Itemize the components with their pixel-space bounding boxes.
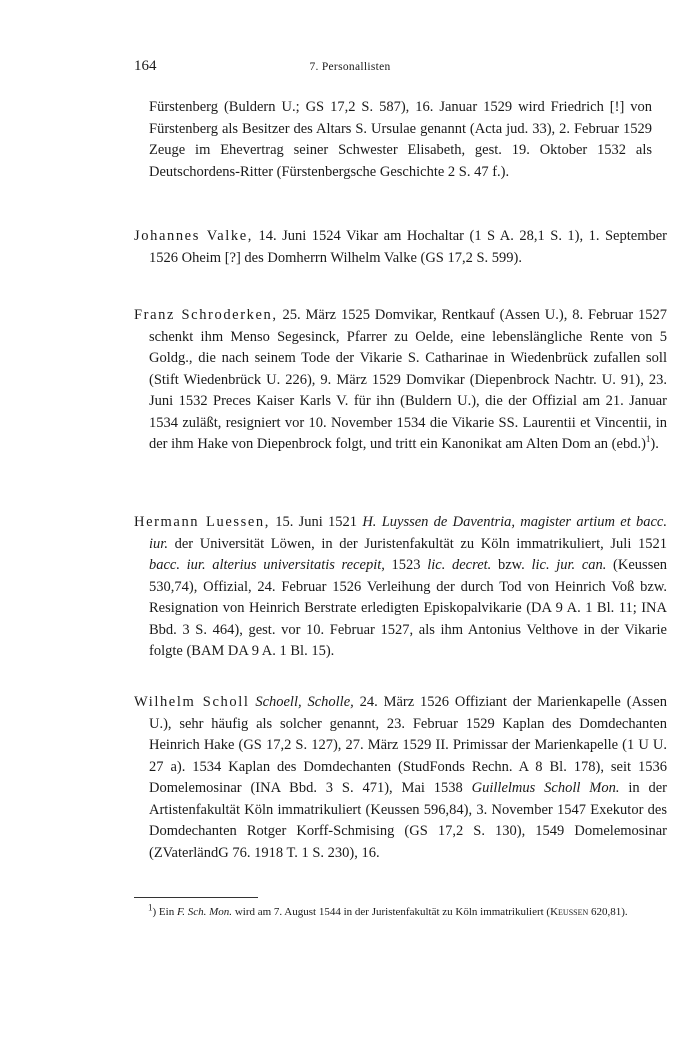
page-number: 164 [134, 58, 157, 74]
running-head: 7. Personallisten [309, 61, 391, 73]
footnote-reference: 1 [645, 434, 651, 445]
footnote-divider [134, 897, 258, 898]
footnote-mark: 1 [148, 902, 153, 913]
entry-name: Wilhelm Scholl [134, 694, 250, 710]
entry-name: Johannes Valke, [134, 228, 254, 244]
entry-name: Hermann Luessen, [134, 514, 270, 530]
page-header [0, 58, 700, 80]
entry-name: Franz Schroderken, [134, 307, 278, 323]
entry-johannes-valke: Johannes Valke, 14. Juni 1524 Vikar am Hochaltar (1 S A. 28,1 S. 1), 1. September 1526 Oheim [?] des Domherrn Wilhelm Valke (GS 17,2 S. 599). [134, 228, 667, 266]
entry-wilhelm-scholl: Wilhelm Scholl Schoell, Scholle, 24. März 1526 Offiziant der Marienkapelle (Assen U.), sehr häufig als solcher genannt, 23. Februar 1529 Kaplan des Domdechanten Heinrich Hake (GS 17,2 S. 127), 27. März 1529 II. Primissar der Marienkapelle (1 U U. 27 a). 1534 Kaplan des Domdechanten (StudFonds Rechn. A 8 Bl. 178), seit 1536 Domelemosinar (INA Bbd. 3 S. 471), Mai 1538 Guillelmus Scholl Mon. in der Artistenfakultät Köln immatrikuliert (Keussen 596,84), 3. November 1547 Exekutor des Domdechanten Rotger Korff-Schmising (GS 17,2 S. 130), 1549 Domelemosinar (ZVaterländG 76. 1918 T. 1 S. 230), 16. [134, 694, 667, 861]
entry-continuation: Fürstenberg (Buldern U.; GS 17,2 S. 587), 16. Januar 1529 wird Friedrich [!] von Fürstenberg als Besitzer des Altars S. Ursulae genannt (Acta jud. 33), 2. Februar 1529 Zeuge im Ehevertrag seiner Schwester Elisabeth, gest. 19. Oktober 1532 als Deutschordens-Ritter (Fürstenbergsche Geschichte 2 S. 47 f.). [149, 99, 652, 180]
footnote: $^1$) Ein F. Sch. Mon. wird am 7. August 1544 in der Juristenfakultät zu Köln immatrikuliert (Keussen 620,81). [148, 902, 628, 918]
entry-franz-schroderken: Franz Schroderken, 25. März 1525 Domvikar, Rentkauf (Assen U.), 8. Februar 1527 schenkt ihm Menso Segesinck, Pfarrer zu Oelde, eine lebenslängliche Rente von 5 Goldg., die nach seinem Tode der Vikarie S. Catharinae in Wiedenbrück zufallen soll (Stift Wiedenbrück U. 226), 9. März 1529 Domvikar (Diepenbrock Nachtr. U. 91), 23. Juni 1532 Preces Kaiser Karls V. für ihn (Buldern U.), die der Offizial am 21. Januar 1534 zuläßt, resigniert vor 10. November 1534 die Vikarie SS. Laurentii et Vincentii, in der ihm Hake von Diepenbrock folgt, und tritt ein Kanonikat am Alten Dom an $(ebd.)^1$). [134, 307, 667, 452]
entry-hermann-luessen: Hermann Luessen, 15. Juni 1521 H. Luyssen de Daventria, magister artium et bacc. iur. der Universität Löwen, in der Juristenfakultät zu Köln immatrikuliert, Juli 1521 bacc. iur. alterius universitatis recepit, 1523 lic. decret. bzw. lic. jur. can. (Keussen 530,74), Offizial, 24. Februar 1526 Verleihung der durch Tod von Heinrich Voß bzw. Resignation von Heinrich Berstrate erledigten Episkopalvikarie (DA 9 A. 1 Bl. 11; INA Bbd. 3 S. 464), gest. vor 10. Februar 1527, als ihm Antonius Velthove in der Vikarie folgte (BAM DA 9 A. 1 Bl. 15). [134, 514, 668, 659]
